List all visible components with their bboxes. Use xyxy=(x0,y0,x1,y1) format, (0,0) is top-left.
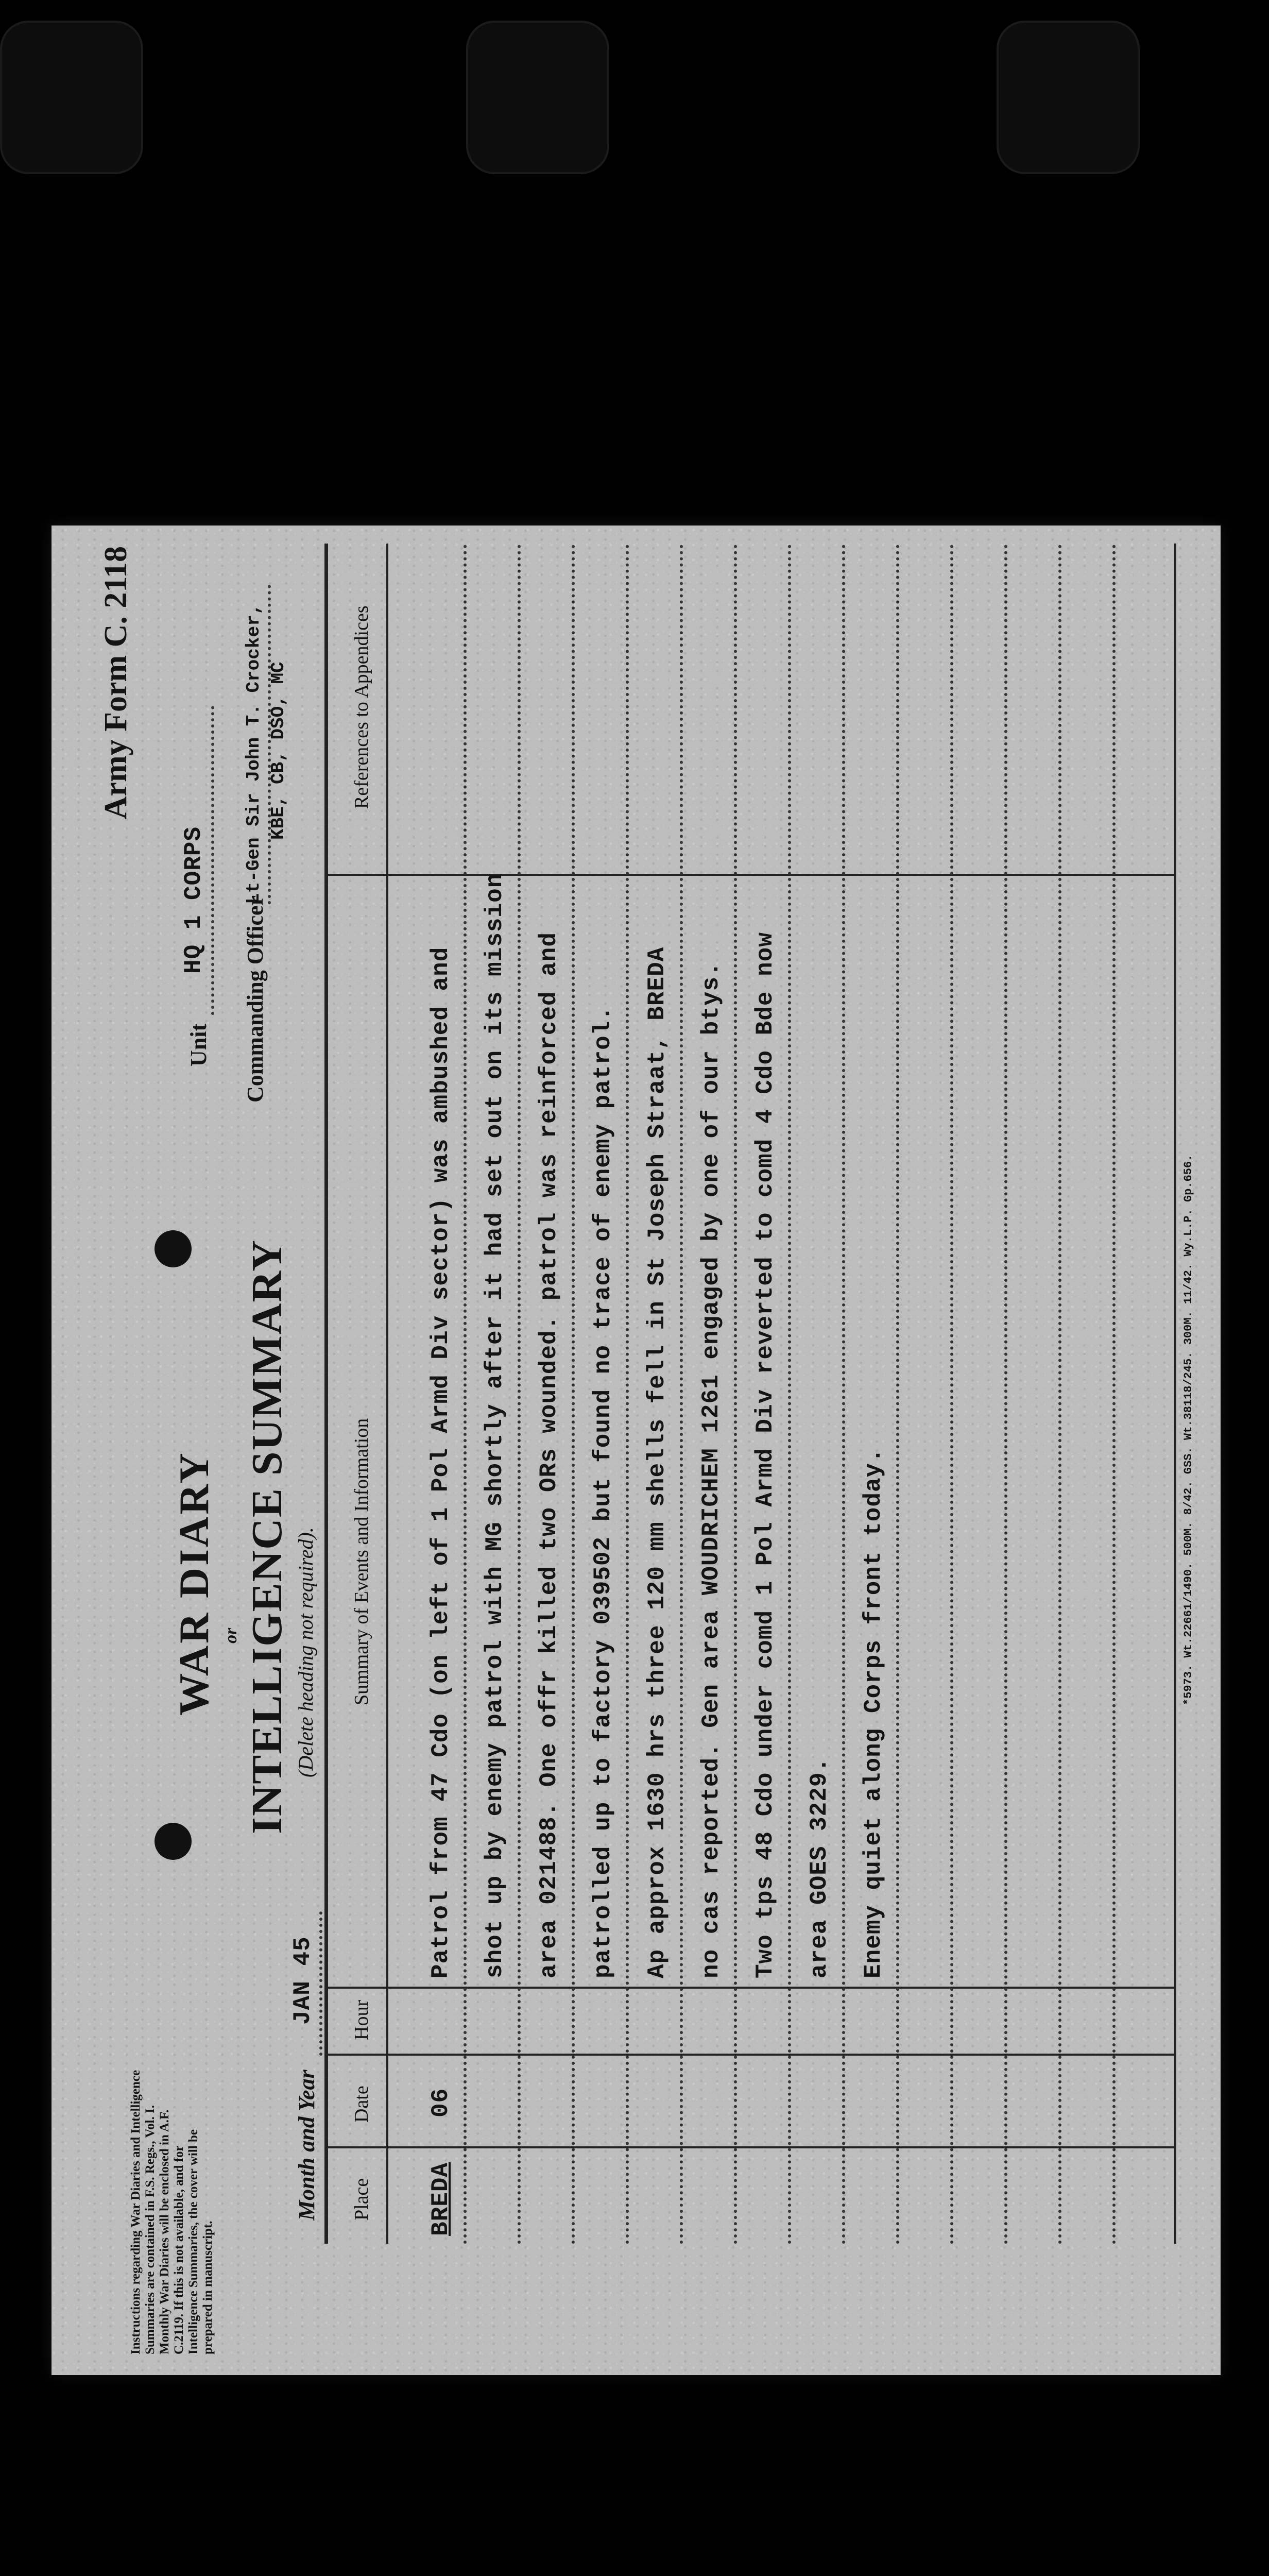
ruled-line xyxy=(950,544,953,2244)
title-war-diary: WAR DIARY xyxy=(170,1451,217,1716)
instructions-block xyxy=(129,2070,215,2354)
film-hole-top-center xyxy=(466,21,609,174)
commanding-officer-name: Lt-Gen Sir John T. Crocker, xyxy=(243,603,264,904)
ruled-line xyxy=(788,544,791,2244)
title-intelligence-summary: INTELLIGENCE SUMMARY xyxy=(243,1239,291,1834)
film-hole-top-right xyxy=(997,21,1140,174)
title-or: or xyxy=(221,1628,241,1643)
unit-value: HQ 1 CORPS xyxy=(180,826,207,974)
commanding-officer-label: Commanding Officer xyxy=(243,895,268,1103)
unit-label: Unit xyxy=(186,1023,211,1066)
war-diary-page xyxy=(52,526,1221,2375)
diary-line: patrolled up to factory 039502 but found no trace of enemy patrol. xyxy=(590,1006,616,1978)
col-divider-place-date xyxy=(324,2146,1174,2148)
film-hole-top-left xyxy=(0,21,143,174)
ruled-line xyxy=(1004,544,1007,2244)
column-heading-date: Date xyxy=(351,2086,372,2123)
diary-line: area 021488. One offr killed two ORs wounded. patrol was reinforced and xyxy=(536,932,562,1978)
table-header-rule xyxy=(386,544,388,2244)
col-divider-summary-refs xyxy=(324,874,1174,876)
column-heading-summary: Summary of Events and Information xyxy=(351,1418,372,1705)
instructions-line: Monthly War Diaries will be enclosed in A.F. xyxy=(158,2109,172,2354)
ruled-line xyxy=(572,544,575,2244)
ruled-line xyxy=(1058,544,1061,2244)
month-year-label: Month and Year xyxy=(294,2070,319,2221)
ruled-line xyxy=(896,544,899,2244)
diary-line: Patrol from 47 Cdo (on left of 1 Pol Armd Div sector) was ambushed and xyxy=(427,946,454,1978)
printer-footer: *5973. Wt.22661/1490. 500M. 8/42. GSS. Wt.38118/245. 300M. 11/42. Wy.L.P. Gp.656. xyxy=(1182,1154,1195,1705)
table-top-rule xyxy=(324,544,328,2244)
column-heading-references: References to Appendices xyxy=(351,605,372,809)
col-divider-hour-summary xyxy=(324,1987,1174,1989)
ruled-line xyxy=(680,544,683,2244)
col-divider-date-hour xyxy=(324,2054,1174,2056)
column-heading-hour: Hour xyxy=(351,1999,372,2040)
column-heading-place: Place xyxy=(351,2178,372,2221)
month-year-rule xyxy=(319,1911,322,2056)
entry-date: 06 xyxy=(427,2088,454,2117)
month-year-value: JAN 45 xyxy=(289,1936,316,2025)
instructions-line: Summaries are contained in F.S. Regs., Vol. I. xyxy=(143,2105,157,2354)
ruled-line xyxy=(734,544,737,2244)
diary-line: area GOES 3229. xyxy=(806,1757,833,1978)
commanding-officer-honours: KBE, CB, DSO, MC xyxy=(268,662,289,840)
army-form-number: Army Form C. 2118 xyxy=(98,546,133,820)
entry-place: BREDA xyxy=(427,2162,454,2236)
diary-line: shot up by enemy patrol with MG shortly after it had set out on its mission xyxy=(482,873,508,1978)
diary-line: no cas reported. Gen area WOUDRICHEM 1261 engaged by one of our btys. xyxy=(698,961,725,1978)
ruled-line xyxy=(464,544,467,2244)
ruled-line xyxy=(1112,544,1116,2244)
rotated-form xyxy=(52,526,1221,2375)
ruled-line xyxy=(518,544,521,2244)
instructions-line: prepared in manuscript. xyxy=(201,2221,215,2354)
ruled-line xyxy=(842,544,845,2244)
table-bottom-rule xyxy=(1174,544,1176,2244)
diary-line: Enemy quiet along Corps front today. xyxy=(860,1448,887,1978)
diary-line: Two tps 48 Cdo under comd 1 Pol Armd Div reverted to comd 4 Cdo Bde now xyxy=(752,932,779,1978)
diary-line: Ap approx 1630 hrs three 120 mm shells fell in St Joseph Straat, BREDA xyxy=(644,946,671,1978)
instructions-line: C.2119. If this is not available, and for xyxy=(172,2145,186,2354)
unit-rule xyxy=(211,706,214,1015)
punch-hole-left xyxy=(155,1823,192,1860)
instructions-line: Instructions regarding War Diaries and Intelligence xyxy=(129,2070,143,2354)
delete-heading-note: (Delete heading not required). xyxy=(294,1527,317,1777)
instructions-line: Intelligence Summaries, the cover will be xyxy=(186,2129,200,2354)
punch-hole-right xyxy=(155,1230,192,1267)
ruled-line xyxy=(626,544,629,2244)
